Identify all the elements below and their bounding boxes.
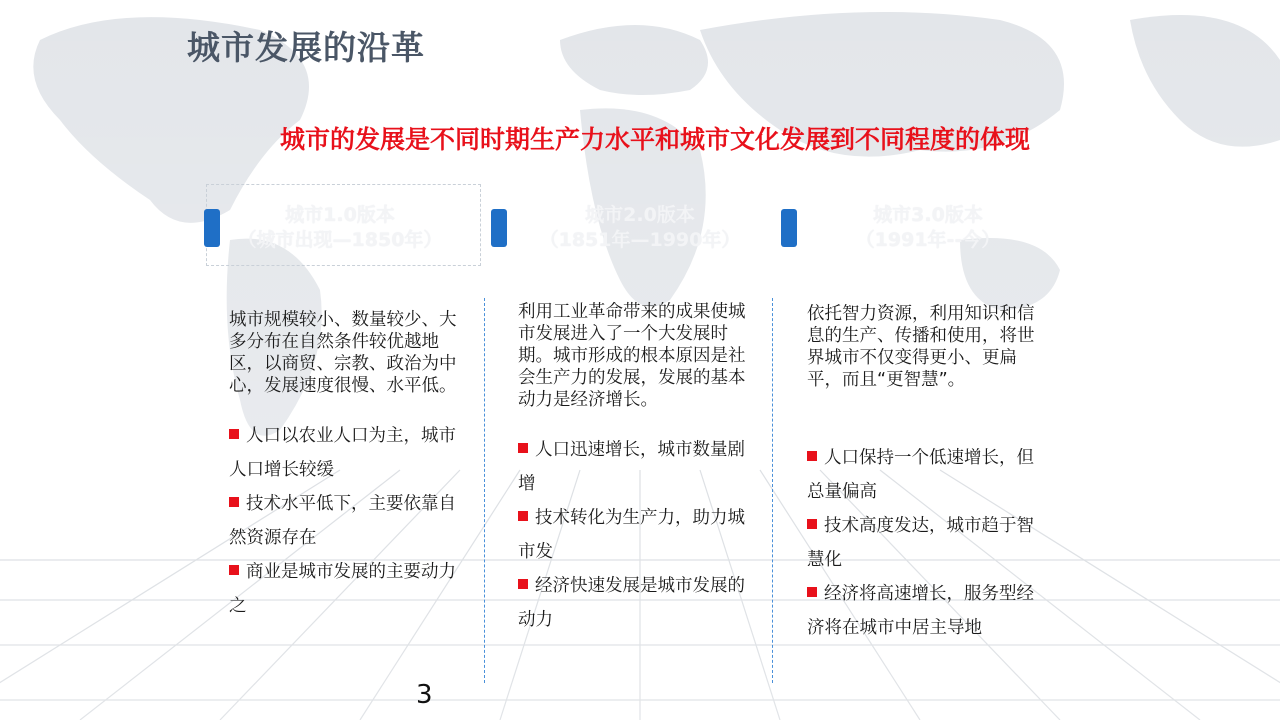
- column-1-bullets: [229, 419, 461, 623]
- slide-subtitle: 城市的发展是不同时期生产力水平和城市文化发展到不同程度的体现: [279, 125, 1030, 154]
- list-item: 人口以农业人口为主，城市人口增长较缓: [229, 426, 456, 480]
- page-number: 3: [416, 680, 433, 710]
- version-label-2: 城市2.0版本: [585, 204, 695, 226]
- column-2: [518, 301, 750, 637]
- list-item: 技术水平低下，主要依靠自然资源存在: [229, 494, 456, 548]
- column-3: [807, 303, 1039, 645]
- bullet-square-icon: [229, 429, 239, 439]
- bullet-square-icon: [518, 579, 528, 589]
- version-tag-1: [204, 209, 220, 247]
- version-period-3: （1991年--今）: [855, 229, 1001, 251]
- list-item: 人口保持一个低速增长，但总量偏高: [807, 448, 1034, 502]
- column-divider-2: [772, 298, 773, 683]
- column-2-bullets: [518, 433, 750, 637]
- column-1: [229, 309, 461, 623]
- bullet-square-icon: [518, 511, 528, 521]
- bullet-square-icon: [807, 451, 817, 461]
- list-item: 经济快速发展是城市发展的动力: [518, 576, 745, 630]
- column-2-description: 利用工业革命带来的成果使城市发展进入了一个大发展时期。城市形成的根本原因是社会生产力的发展，发展的基本动力是经济增长。: [518, 302, 746, 410]
- version-tag-3: [781, 209, 797, 247]
- list-item: 技术高度发达，城市趋于智慧化: [807, 516, 1034, 570]
- version-header-3: [813, 203, 1043, 253]
- column-3-bullets: [807, 441, 1039, 645]
- version-period-2: （1851年—1990年）: [539, 229, 741, 251]
- version-tag-2: [491, 209, 507, 247]
- bullet-square-icon: [229, 497, 239, 507]
- bullet-square-icon: [807, 519, 817, 529]
- version-label-3: 城市3.0版本: [873, 204, 983, 226]
- version-header-1: [225, 203, 455, 253]
- column-1-description: 城市规模较小、数量较少、大多分布在自然条件较优越地区，以商贸、宗教、政治为中心，发展速度很慢、水平低。: [229, 310, 457, 396]
- list-item: 经济将高速增长，服务型经济将在城市中居主导地: [807, 584, 1034, 638]
- list-item: 技术转化为生产力，助力城市发: [518, 508, 745, 562]
- column-3-description: 依托智力资源，利用知识和信息的生产、传播和使用，将世界城市不仅变得更小、更扁平，而且“更智慧”。: [807, 304, 1035, 390]
- version-header-2: [525, 203, 755, 253]
- column-divider-1: [484, 298, 485, 683]
- bullet-square-icon: [807, 587, 817, 597]
- slide-title: 城市发展的沿革: [187, 28, 425, 67]
- bullet-square-icon: [229, 565, 239, 575]
- bullet-square-icon: [518, 443, 528, 453]
- list-item: 人口迅速增长，城市数量剧增: [518, 440, 745, 494]
- version-label-1: 城市1.0版本: [285, 204, 395, 226]
- version-period-1: （城市出现—1850年）: [237, 229, 443, 251]
- list-item: 商业是城市发展的主要动力之: [229, 562, 456, 616]
